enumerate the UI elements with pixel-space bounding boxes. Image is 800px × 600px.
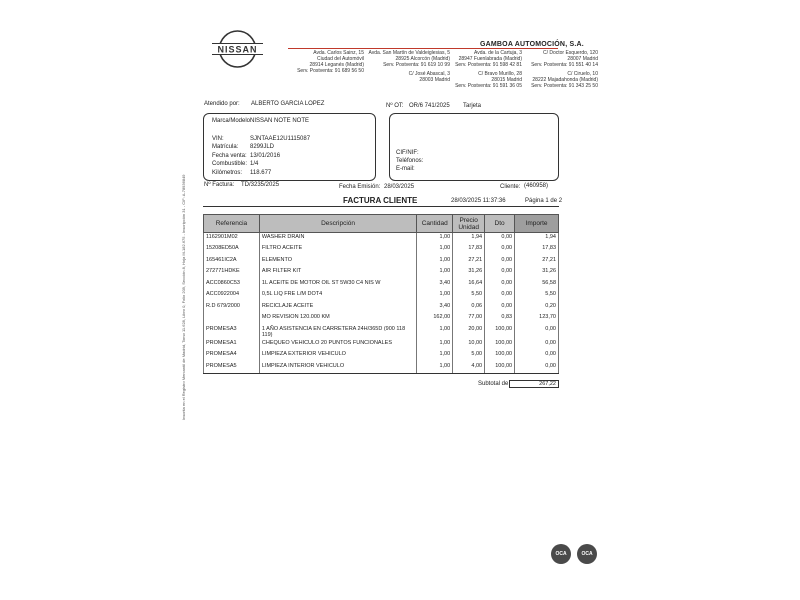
cell-dto: 100,00 <box>485 362 515 374</box>
telefonos-label: Teléfonos: <box>396 158 424 164</box>
cell-ref: PROMESA1 <box>204 339 260 351</box>
table-header-row <box>204 215 559 233</box>
col-cantidad: Cantidad <box>417 215 453 233</box>
certification-badge-icon: OCA <box>551 544 571 564</box>
table-row <box>204 362 559 374</box>
table-row <box>204 244 559 256</box>
cell-price: 5,50 <box>453 290 485 302</box>
nissan-logo <box>210 28 265 70</box>
cell-dto: 0,00 <box>485 267 515 279</box>
cell-desc: LIMPIEZA INTERIOR VEHICULO <box>259 362 416 374</box>
cell-dto: 0,00 <box>485 244 515 256</box>
cell-qty: 1,00 <box>417 244 453 256</box>
cell-desc: ELEMENTO <box>259 256 416 268</box>
col-referencia: Referencia <box>204 215 260 233</box>
cell-qty: 1,00 <box>417 325 453 339</box>
fecha-venta-value: 13/01/2016 <box>250 153 281 159</box>
cell-importe: 17,83 <box>515 244 559 256</box>
email-label: E-mail: <box>396 166 415 172</box>
table-row <box>204 256 559 268</box>
cell-ref: PROMESA3 <box>204 325 260 339</box>
cell-ref: ACC0922004 <box>204 290 260 302</box>
cell-ref <box>204 313 260 325</box>
atendido-value: ALBERTO GARCIA LOPEZ <box>251 101 325 107</box>
cell-dto: 0,00 <box>485 256 515 268</box>
certification-badge-icon: OCA <box>577 544 597 564</box>
km-label: Kilómetros: <box>212 170 243 176</box>
cell-desc: CHEQUEO VEHICULO 20 PUNTOS FUNCIONALES <box>259 339 416 351</box>
cliente-value: (460958) <box>524 183 549 189</box>
cell-price: 0,06 <box>453 302 485 314</box>
subtotal-value: 267,22 <box>509 380 559 388</box>
cell-dto: 100,00 <box>485 350 515 362</box>
cell-ref: PROMESA4 <box>204 350 260 362</box>
vin-value: SJNTAAE12U1115087 <box>250 136 311 142</box>
combustible-value: 1/4 <box>250 161 259 167</box>
marca-label: Marca/Modelo: <box>212 118 252 124</box>
cell-ref: ACC0860C53 <box>204 279 260 291</box>
col-dto: Dto <box>485 215 515 233</box>
registry-side-text: Inscrita en el Registro Mercantil de Madrid, Tomo 11.628, Libro 0, Folio 209, Sección 8, Hoja M-182.675 - Inscripción 31 - CIF: A-78936849 <box>181 174 186 420</box>
cell-ref: 15208ED50A <box>204 244 260 256</box>
cell-qty: 162,00 <box>417 313 453 325</box>
cell-importe: 0,20 <box>515 302 559 314</box>
table-row <box>204 290 559 302</box>
table-row <box>204 267 559 279</box>
ot-value: OR/6 741/2025 <box>409 103 450 109</box>
invoice-datetime: 28/03/2025 11:37:36 <box>451 198 506 204</box>
cell-qty: 1,00 <box>417 339 453 351</box>
vin-label: VIN: <box>212 136 224 142</box>
cell-dto: 0,00 <box>485 290 515 302</box>
cell-price: 1,94 <box>453 233 485 245</box>
cell-desc: LIMPIEZA EXTERIOR VEHICULO <box>259 350 416 362</box>
col-descripcion: Descripción <box>259 215 416 233</box>
table-row <box>204 350 559 362</box>
km-value: 118.677 <box>250 170 272 176</box>
svg-text:NISSAN: NISSAN <box>217 44 258 55</box>
cell-importe: 0,00 <box>515 339 559 351</box>
cell-ref: PROMESA5 <box>204 362 260 374</box>
company-name: GAMBOA AUTOMOCIÓN, S.A. <box>480 41 584 48</box>
cell-desc: RECICLAJE ACEITE <box>259 302 416 314</box>
table-row <box>204 313 559 325</box>
items-table <box>203 214 559 374</box>
subtotal-label: Subtotal de <box>478 381 509 387</box>
cell-qty: 1,00 <box>417 362 453 374</box>
combustible-label: Combustible: <box>212 161 248 167</box>
fecha-emision-value: 28/03/2025 <box>384 184 415 190</box>
factura-value: TD/3235/2025 <box>241 182 280 188</box>
cell-qty: 3,40 <box>417 302 453 314</box>
atendido-label: Atendido por: <box>204 101 240 107</box>
matricula-label: Matrícula: <box>212 144 239 150</box>
cell-dto: 100,00 <box>485 339 515 351</box>
marca-value: NISSAN NOTE NOTE <box>250 118 310 124</box>
col-precio-unidad: Precio Unidad <box>453 215 485 233</box>
cell-importe: 31,26 <box>515 267 559 279</box>
table-row <box>204 233 559 245</box>
cell-qty: 1,00 <box>417 290 453 302</box>
cell-importe: 1,94 <box>515 233 559 245</box>
cell-dto: 0,00 <box>485 279 515 291</box>
cell-price: 31,26 <box>453 267 485 279</box>
fecha-venta-label: Fecha venta: <box>212 153 247 159</box>
cell-desc: 1L ACEITE DE MOTOR OIL ST 5W30 C4 NIS W <box>259 279 416 291</box>
address-fuenlabrada: Avda. de la Cartuja, 3 28947 Fuenlabrada (Madrid) Serv. Postventa: 91 598 42 81 <box>455 50 522 68</box>
table-row <box>204 339 559 351</box>
cell-price: 77,00 <box>453 313 485 325</box>
cell-dto: 0,00 <box>485 233 515 245</box>
ot-label: Nº OT: <box>386 103 404 109</box>
cell-price: 20,00 <box>453 325 485 339</box>
cell-desc: FILTRO ACEITE <box>259 244 416 256</box>
cell-price: 4,00 <box>453 362 485 374</box>
cell-importe: 27,21 <box>515 256 559 268</box>
invoice-title: FACTURA CLIENTE <box>343 196 418 205</box>
matricula-value: 8299JLD <box>250 144 275 150</box>
cell-qty: 3,40 <box>417 279 453 291</box>
cell-qty: 1,00 <box>417 256 453 268</box>
cell-desc: AIR FILTER KIT <box>259 267 416 279</box>
cell-ref: R.D 679/2000 <box>204 302 260 314</box>
cell-qty: 1,00 <box>417 267 453 279</box>
cell-qty: 1,00 <box>417 350 453 362</box>
address-bravo-murillo: C/ Bravo Murillo, 28 28015 Madrid Serv. Postventa: 91 591 36 05 <box>455 71 522 89</box>
cell-desc: 0,5L LIQ FRE L/M DOT4 <box>259 290 416 302</box>
cell-importe: 123,70 <box>515 313 559 325</box>
cell-importe: 0,00 <box>515 350 559 362</box>
table-row <box>204 302 559 314</box>
title-divider <box>203 206 559 207</box>
address-doctor-esquerdo: C/ Doctor Esquerdo, 120 28007 Madrid Serv. Postventa: 91 551 40 14 <box>531 50 598 68</box>
address-abascal: C/ José Abascal, 3 28003 Madrid <box>408 71 450 83</box>
cell-price: 27,21 <box>453 256 485 268</box>
tarjeta-label: Tarjeta <box>463 103 482 109</box>
fecha-emision-label: Fecha Emisión: <box>339 184 381 190</box>
address-majadahonda: C/ Ciruelo, 10 28222 Majadahonda (Madrid) Serv. Postventa: 91 343 25 50 <box>531 71 598 89</box>
header-divider <box>288 48 558 49</box>
cell-dto: 0,00 <box>485 302 515 314</box>
cell-importe: 56,58 <box>515 279 559 291</box>
cell-qty: 1,00 <box>417 233 453 245</box>
address-alcorcon: Avda. San Martín de Valdeiglesias, 5 28925 Alcorcón (Madrid) Serv. Postventa: 91 619 10 99 <box>368 50 450 68</box>
address-leganes: Avda. Carlos Sainz, 15 Ciudad del Automóvil 28914 Leganés (Madrid) Serv. Postventa: 91 689 56 50 <box>297 50 364 74</box>
col-importe: Importe <box>515 215 559 233</box>
cell-desc: WASHER DRAIN <box>259 233 416 245</box>
cell-dto: 0,83 <box>485 313 515 325</box>
cell-importe: 0,00 <box>515 362 559 374</box>
cell-importe: 5,50 <box>515 290 559 302</box>
page-indicator: Página 1 de 2 <box>525 198 563 204</box>
cliente-label: Cliente: <box>500 184 521 190</box>
cell-ref: 165461IC2A <box>204 256 260 268</box>
factura-label: Nº Factura: <box>204 182 235 188</box>
table-row <box>204 325 559 339</box>
cell-ref: 272771HDKE <box>204 267 260 279</box>
cell-importe: 0,00 <box>515 325 559 339</box>
cell-price: 10,00 <box>453 339 485 351</box>
cell-desc: MO REVISION 120.000 KM <box>259 313 416 325</box>
cell-price: 17,83 <box>453 244 485 256</box>
cell-price: 5,00 <box>453 350 485 362</box>
cif-label: CIF/NIF: <box>396 150 419 156</box>
table-row <box>204 279 559 291</box>
cell-price: 16,64 <box>453 279 485 291</box>
cell-desc: 1 AÑO ASISTENCIA EN CARRETERA 24H/365D (900 118 119) <box>259 325 416 339</box>
cell-dto: 100,00 <box>485 325 515 339</box>
cell-ref: 1162901M02 <box>204 233 260 245</box>
